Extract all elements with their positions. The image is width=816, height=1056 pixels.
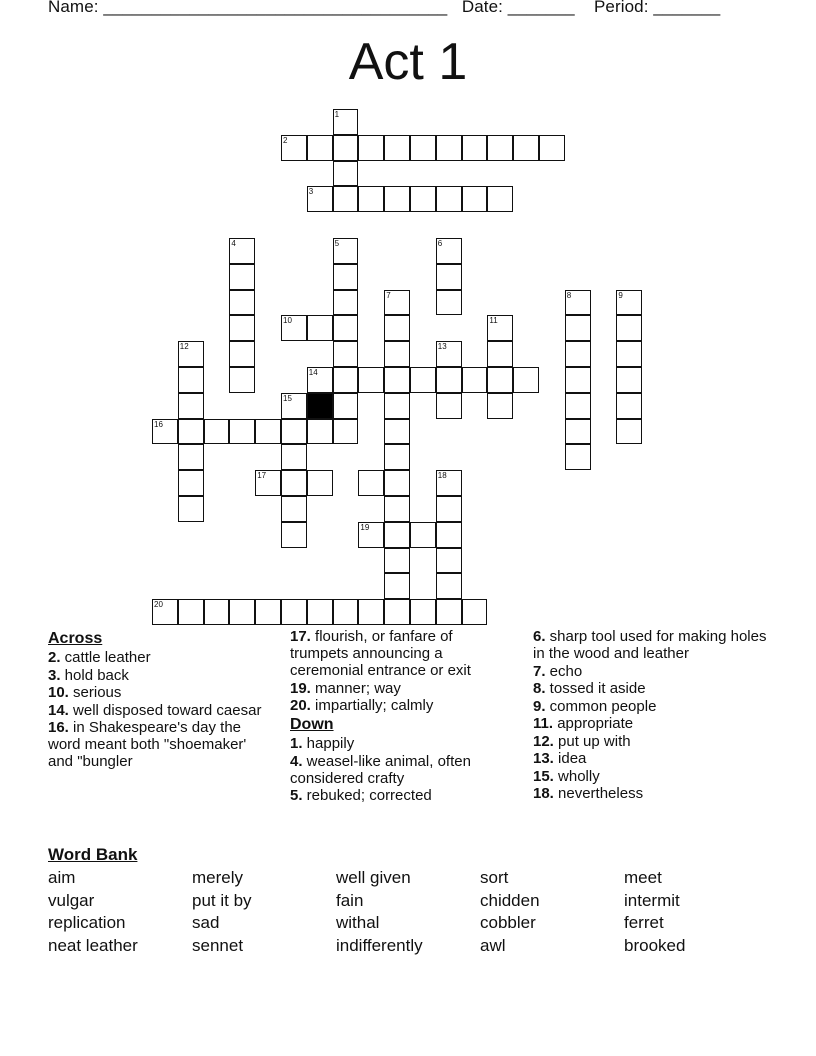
clue-text: impartially; calmly bbox=[310, 697, 434, 714]
crossword-cell[interactable] bbox=[436, 264, 462, 290]
crossword-cell[interactable] bbox=[487, 341, 513, 367]
clue-number-label: 9. bbox=[533, 697, 546, 715]
crossword-cell[interactable] bbox=[436, 496, 462, 522]
crossword-cell[interactable] bbox=[255, 470, 281, 496]
crossword-cell[interactable] bbox=[281, 599, 307, 625]
clues-column-2 bbox=[290, 628, 515, 805]
clue-number-label: 15. bbox=[533, 767, 554, 785]
clue-text: common people bbox=[545, 697, 657, 715]
clue-item bbox=[290, 697, 515, 714]
crossword-cell[interactable] bbox=[384, 444, 410, 470]
clue-number: 8 bbox=[566, 290, 572, 300]
clue-text: put up with bbox=[553, 732, 631, 750]
clue-number: 1 bbox=[334, 110, 340, 119]
clue-text: sharp tool used for making holes in the wood and leather bbox=[533, 628, 767, 662]
crossword-cell[interactable] bbox=[565, 290, 591, 316]
crossword-cell[interactable] bbox=[178, 444, 204, 470]
crossword-cell[interactable] bbox=[384, 186, 410, 212]
crossword-cell[interactable] bbox=[487, 393, 513, 419]
crossword-cell[interactable] bbox=[410, 135, 436, 161]
crossword-cell[interactable] bbox=[513, 135, 539, 161]
crossword-cell[interactable] bbox=[307, 186, 333, 212]
clue-item bbox=[290, 753, 515, 787]
crossword-cell[interactable] bbox=[436, 135, 462, 161]
crossword-cell[interactable] bbox=[384, 393, 410, 419]
clue-number: 13 bbox=[437, 342, 447, 352]
crossword-cell[interactable] bbox=[616, 290, 642, 316]
crossword-cell[interactable] bbox=[565, 315, 591, 341]
crossword-cell[interactable] bbox=[204, 419, 230, 445]
crossword-cell[interactable] bbox=[178, 367, 204, 393]
clue-number-label: 13. bbox=[533, 750, 554, 767]
word-bank-item: put it by bbox=[192, 890, 252, 910]
clue-text: manner; way bbox=[310, 679, 401, 697]
clue-number: 3 bbox=[308, 187, 314, 197]
word-bank-item: vulgar bbox=[48, 890, 95, 910]
crossword-cell[interactable] bbox=[358, 470, 384, 496]
crossword-cell[interactable] bbox=[178, 496, 204, 522]
crossword-cell[interactable] bbox=[384, 315, 410, 341]
crossword-cell[interactable] bbox=[358, 135, 384, 161]
period-field[interactable]: Period: _______ bbox=[593, 0, 721, 16]
crossword-cell[interactable] bbox=[384, 135, 410, 161]
crossword-cell[interactable] bbox=[410, 599, 436, 625]
clue-number-label: 4. bbox=[290, 752, 303, 770]
crossword-cell[interactable] bbox=[487, 315, 513, 341]
crossword-cell[interactable] bbox=[152, 419, 178, 445]
crossword-cell[interactable] bbox=[487, 367, 513, 393]
word-bank-item: cobbler bbox=[480, 913, 536, 932]
clue-number: 14 bbox=[308, 368, 318, 377]
clue-number: 4 bbox=[231, 239, 236, 248]
crossword-cell[interactable] bbox=[616, 393, 642, 419]
clue-item bbox=[290, 735, 515, 752]
clue-number-label: 17. bbox=[290, 628, 311, 645]
clue-item bbox=[48, 649, 273, 666]
crossword-cell[interactable] bbox=[565, 341, 591, 367]
clue-item bbox=[533, 785, 768, 802]
crossword-cell[interactable] bbox=[229, 264, 255, 290]
crossword-cell[interactable] bbox=[384, 341, 410, 367]
crossword-cell[interactable] bbox=[616, 341, 642, 367]
crossword-cell[interactable] bbox=[616, 367, 642, 393]
crossword-cell[interactable] bbox=[539, 135, 565, 161]
name-field[interactable]: Name: ____________________________________ bbox=[48, 0, 448, 16]
crossword-cell[interactable] bbox=[281, 419, 307, 445]
word-bank-item: chidden bbox=[480, 890, 540, 910]
clue-number: 6 bbox=[437, 239, 443, 248]
across-clue-list bbox=[48, 649, 273, 770]
clue-number-label: 16. bbox=[48, 719, 69, 736]
crossword-cell[interactable] bbox=[384, 573, 410, 599]
word-bank bbox=[48, 868, 768, 955]
clue-number: 2 bbox=[283, 135, 288, 145]
clue-number: 12 bbox=[179, 342, 189, 352]
date-field[interactable]: Date: _______ bbox=[461, 0, 575, 16]
crossword-cell[interactable] bbox=[333, 186, 359, 212]
crossword-cell[interactable] bbox=[410, 522, 436, 548]
crossword-cell[interactable] bbox=[178, 341, 204, 367]
clue-text: hold back bbox=[60, 666, 129, 684]
clue-item bbox=[533, 715, 768, 732]
clue-number-label: 18. bbox=[533, 785, 554, 802]
clue-text: weasel-like animal, often considered crafty bbox=[290, 752, 471, 787]
crossword-cell[interactable] bbox=[178, 599, 204, 625]
clue-number-label: 10. bbox=[48, 684, 69, 701]
crossword-cell[interactable] bbox=[229, 238, 255, 264]
clue-number-label: 11. bbox=[533, 715, 554, 732]
header-fields bbox=[48, 0, 768, 17]
down-heading: Down bbox=[290, 716, 334, 733]
crossword-cell[interactable] bbox=[565, 393, 591, 419]
crossword-cell[interactable] bbox=[281, 522, 307, 548]
crossword-cell[interactable] bbox=[384, 548, 410, 574]
crossword-cell[interactable] bbox=[462, 367, 488, 393]
clue-item bbox=[533, 628, 768, 662]
crossword-cell[interactable] bbox=[358, 599, 384, 625]
crossword-cell[interactable] bbox=[462, 135, 488, 161]
clue-item bbox=[48, 684, 273, 701]
word-bank-heading: Word Bank bbox=[48, 845, 138, 864]
crossword-cell[interactable] bbox=[333, 393, 359, 419]
crossword-grid bbox=[152, 109, 642, 625]
crossword-cell[interactable] bbox=[307, 135, 333, 161]
clue-text: echo bbox=[545, 662, 583, 680]
word-bank-item: sort bbox=[480, 868, 509, 887]
word-bank-item: fain bbox=[336, 890, 364, 910]
clue-item bbox=[533, 680, 768, 697]
crossword-cell[interactable] bbox=[436, 548, 462, 574]
crossword-cell[interactable] bbox=[333, 264, 359, 290]
crossword-cell[interactable] bbox=[333, 367, 359, 393]
crossword-cell[interactable] bbox=[436, 186, 462, 212]
down-clue-list bbox=[290, 735, 515, 804]
word-bank-item: sad bbox=[192, 913, 220, 932]
crossword-cell[interactable] bbox=[307, 419, 333, 445]
crossword-cell[interactable] bbox=[281, 444, 307, 470]
clue-text: idea bbox=[553, 750, 587, 767]
crossword-cell[interactable] bbox=[410, 367, 436, 393]
crossword-cell[interactable] bbox=[436, 393, 462, 419]
clue-number: 11 bbox=[489, 316, 498, 326]
clue-text: happily bbox=[302, 735, 355, 752]
clue-number-label: 7. bbox=[533, 662, 546, 680]
clue-number: 10 bbox=[283, 316, 292, 326]
crossword-cell[interactable] bbox=[333, 599, 359, 625]
crossword-cell[interactable] bbox=[436, 238, 462, 264]
crossword-cell[interactable] bbox=[307, 599, 333, 625]
across-heading: Across bbox=[48, 630, 103, 647]
clue-number-label: 1. bbox=[290, 735, 303, 752]
crossword-cell[interactable] bbox=[281, 315, 307, 341]
crossword-cell[interactable] bbox=[281, 135, 307, 161]
clue-item bbox=[533, 733, 768, 750]
clue-text: cattle leather bbox=[60, 649, 151, 666]
clue-text: serious bbox=[68, 684, 122, 701]
black-cell bbox=[307, 393, 333, 419]
clue-number-label: 5. bbox=[290, 787, 303, 804]
word-bank-item: awl bbox=[480, 935, 506, 955]
clue-number: 17 bbox=[257, 471, 267, 481]
clues-column-3 bbox=[533, 628, 768, 803]
crossword-cell[interactable] bbox=[281, 470, 307, 496]
word-bank-item: meet bbox=[624, 868, 662, 887]
clue-item bbox=[48, 667, 273, 684]
crossword-cell[interactable] bbox=[333, 290, 359, 316]
crossword-cell[interactable] bbox=[384, 522, 410, 548]
clue-number: 5 bbox=[334, 239, 340, 248]
word-bank-item: neat leather bbox=[48, 935, 138, 955]
word-bank-item: replication bbox=[48, 913, 126, 932]
clue-item bbox=[48, 702, 273, 719]
crossword-cell[interactable] bbox=[281, 496, 307, 522]
clue-text: rebuked; corrected bbox=[302, 787, 432, 804]
word-bank-item: well given bbox=[336, 868, 411, 887]
crossword-cell[interactable] bbox=[462, 599, 488, 625]
crossword-cell[interactable] bbox=[307, 367, 333, 393]
crossword-cell[interactable] bbox=[358, 367, 384, 393]
crossword-cell[interactable] bbox=[384, 470, 410, 496]
clue-number: 7 bbox=[386, 290, 391, 300]
crossword-cell[interactable] bbox=[307, 315, 333, 341]
clue-text: appropriate bbox=[553, 715, 634, 732]
crossword-cell[interactable] bbox=[616, 419, 642, 445]
crossword-cell[interactable] bbox=[616, 315, 642, 341]
crossword-cell[interactable] bbox=[255, 419, 281, 445]
crossword-cell[interactable] bbox=[565, 419, 591, 445]
crossword-cell[interactable] bbox=[178, 419, 204, 445]
clue-number-label: 20. bbox=[290, 697, 311, 714]
clue-text: in Shakespeare's day the word meant both "shoemaker' and "bungler bbox=[48, 719, 247, 770]
crossword-cell[interactable] bbox=[307, 470, 333, 496]
clue-item bbox=[48, 719, 273, 770]
word-bank-item: ferret bbox=[624, 913, 664, 932]
clue-item bbox=[290, 787, 515, 804]
crossword-cell[interactable] bbox=[333, 135, 359, 161]
crossword-cell[interactable] bbox=[565, 444, 591, 470]
down-clue-list-continued bbox=[533, 628, 768, 802]
word-bank-item: brooked bbox=[624, 935, 686, 955]
crossword-cell[interactable] bbox=[436, 367, 462, 393]
crossword-cell[interactable] bbox=[410, 186, 436, 212]
clue-text: wholly bbox=[553, 767, 600, 785]
clue-number-label: 2. bbox=[48, 649, 61, 666]
crossword-cell[interactable] bbox=[178, 393, 204, 419]
crossword-cell[interactable] bbox=[436, 599, 462, 625]
crossword-cell[interactable] bbox=[333, 238, 359, 264]
clue-item bbox=[290, 628, 515, 679]
clue-item bbox=[533, 768, 768, 785]
crossword-cell[interactable] bbox=[229, 599, 255, 625]
crossword-cell[interactable] bbox=[358, 186, 384, 212]
clue-number-label: 19. bbox=[290, 679, 311, 697]
crossword-cell[interactable] bbox=[152, 599, 178, 625]
crossword-cell[interactable] bbox=[436, 573, 462, 599]
crossword-cell[interactable] bbox=[384, 367, 410, 393]
crossword-cell[interactable] bbox=[487, 186, 513, 212]
crossword-cell[interactable] bbox=[358, 522, 384, 548]
clue-item bbox=[533, 750, 768, 767]
crossword-cell[interactable] bbox=[384, 419, 410, 445]
across-clue-list-continued bbox=[290, 628, 515, 714]
clue-text: nevertheless bbox=[553, 785, 644, 802]
word-bank-item: merely bbox=[192, 868, 244, 887]
clue-number-label: 12. bbox=[533, 732, 554, 750]
crossword-cell[interactable] bbox=[462, 186, 488, 212]
clue-text: flourish, or fanfare of trumpets announcing a ceremonial entrance or exit bbox=[290, 628, 471, 679]
page-title: Act 1 bbox=[348, 33, 468, 91]
crossword-cell[interactable] bbox=[333, 419, 359, 445]
crossword-cell[interactable] bbox=[565, 367, 591, 393]
clue-number-label: 6. bbox=[533, 628, 546, 645]
crossword-cell[interactable] bbox=[229, 315, 255, 341]
crossword-cell[interactable] bbox=[436, 290, 462, 316]
crossword-cell[interactable] bbox=[384, 599, 410, 625]
clue-number: 15 bbox=[283, 393, 292, 403]
crossword-cell[interactable] bbox=[436, 341, 462, 367]
crossword-cell[interactable] bbox=[281, 393, 307, 419]
word-bank-item: aim bbox=[48, 868, 76, 887]
clue-number: 19 bbox=[360, 522, 370, 532]
crossword-cell[interactable] bbox=[229, 367, 255, 393]
crossword-cell[interactable] bbox=[513, 367, 539, 393]
clue-text: tossed it aside bbox=[545, 680, 646, 697]
crossword-cell[interactable] bbox=[229, 290, 255, 316]
crossword-cell[interactable] bbox=[333, 315, 359, 341]
clue-number-label: 14. bbox=[48, 701, 69, 719]
clue-number-label: 8. bbox=[533, 680, 546, 697]
crossword-cell[interactable] bbox=[436, 470, 462, 496]
clue-number-label: 3. bbox=[48, 666, 61, 684]
word-bank-item: intermit bbox=[624, 890, 680, 910]
clues-column-1 bbox=[48, 628, 273, 771]
clue-number: 20 bbox=[154, 600, 163, 610]
crossword-cell[interactable] bbox=[333, 341, 359, 367]
word-bank-item: withal bbox=[336, 913, 380, 932]
crossword-cell[interactable] bbox=[255, 599, 281, 625]
crossword-cell[interactable] bbox=[204, 599, 230, 625]
crossword-cell[interactable] bbox=[436, 522, 462, 548]
clue-item bbox=[533, 698, 768, 715]
crossword-cell[interactable] bbox=[229, 419, 255, 445]
crossword-cell[interactable] bbox=[229, 341, 255, 367]
crossword-cell[interactable] bbox=[333, 109, 359, 135]
clue-number: 9 bbox=[618, 290, 623, 300]
crossword-cell[interactable] bbox=[178, 470, 204, 496]
crossword-cell[interactable] bbox=[384, 290, 410, 316]
crossword-cell[interactable] bbox=[384, 496, 410, 522]
clue-text: well disposed toward caesar bbox=[68, 701, 262, 719]
clue-item bbox=[533, 663, 768, 680]
clue-number: 16 bbox=[154, 419, 163, 429]
clue-number: 18 bbox=[437, 471, 447, 481]
word-bank-item: indifferently bbox=[336, 935, 423, 955]
word-bank-item: sennet bbox=[192, 935, 244, 955]
crossword-cell[interactable] bbox=[487, 135, 513, 161]
clue-item bbox=[290, 680, 515, 697]
crossword-cell[interactable] bbox=[333, 161, 359, 187]
